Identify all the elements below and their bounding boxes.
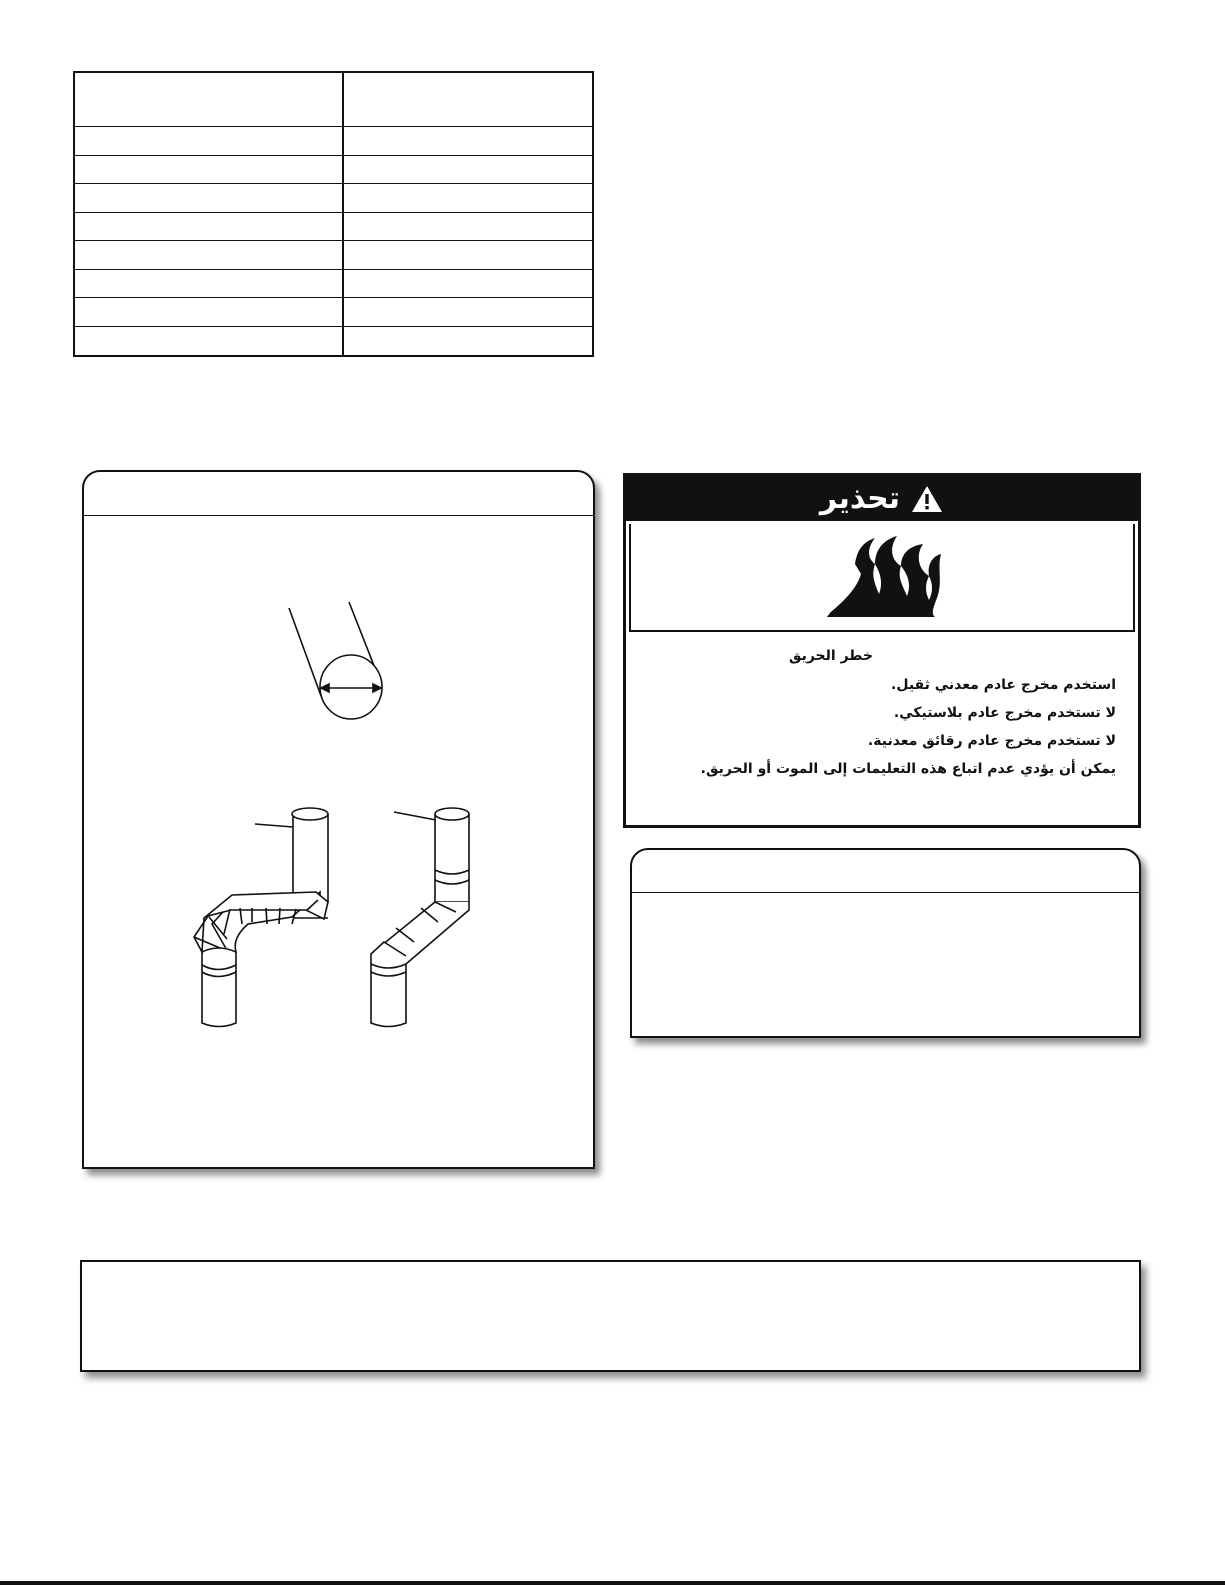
- table-cell: [75, 298, 344, 327]
- duct-illustration: [84, 472, 592, 1166]
- table-cell: [344, 213, 592, 242]
- hazard-title: خطر الحريق: [788, 648, 874, 664]
- spec-table: [73, 71, 594, 357]
- warning-line: استخدم مخرج عادم معدني ثقيل.: [891, 677, 1116, 693]
- warning-title: تحذير: [819, 481, 901, 516]
- warning-line: لا تستخدم مخرج عادم بلاستيكي.: [893, 705, 1116, 721]
- table-cell: [344, 156, 592, 185]
- table-cell: [344, 127, 592, 156]
- table-cell: [344, 327, 592, 356]
- duct-offset: [371, 808, 469, 1027]
- warning-triangle-icon: [910, 484, 944, 514]
- warning-header: [626, 476, 1138, 521]
- table-cell: [75, 184, 344, 213]
- fire-icon: [631, 524, 1141, 630]
- fire-hazard-warning: [623, 473, 1141, 828]
- warning-line: يمكن أن يؤدي عدم اتباع هذه التعليمات إلى الموت أو الحريق.: [700, 761, 1116, 777]
- table-cell: [75, 270, 344, 299]
- duct-panel: [82, 470, 595, 1169]
- duct-two-elbows: [194, 808, 328, 1027]
- note-panel-header: [632, 850, 1139, 893]
- warning-icon-area: [629, 524, 1135, 632]
- footer-rule: [0, 1581, 1225, 1585]
- table-cell: [344, 270, 592, 299]
- table-header-cell: [75, 73, 344, 127]
- table-header-cell: [344, 73, 592, 127]
- table-cell: [75, 213, 344, 242]
- table-cell: [344, 298, 592, 327]
- note-panel: [630, 848, 1141, 1038]
- duct-outline-left: [289, 608, 321, 696]
- table-cell: [344, 184, 592, 213]
- table-cell: [75, 127, 344, 156]
- warning-body: [646, 642, 1116, 783]
- table-cell: [75, 156, 344, 185]
- table-cell: [344, 241, 592, 270]
- warning-line: لا تستخدم مخرج عادم رقائق معدنية.: [867, 733, 1116, 749]
- table-cell: [75, 327, 344, 356]
- table-cell: [75, 241, 344, 270]
- bottom-note-box: [80, 1260, 1141, 1372]
